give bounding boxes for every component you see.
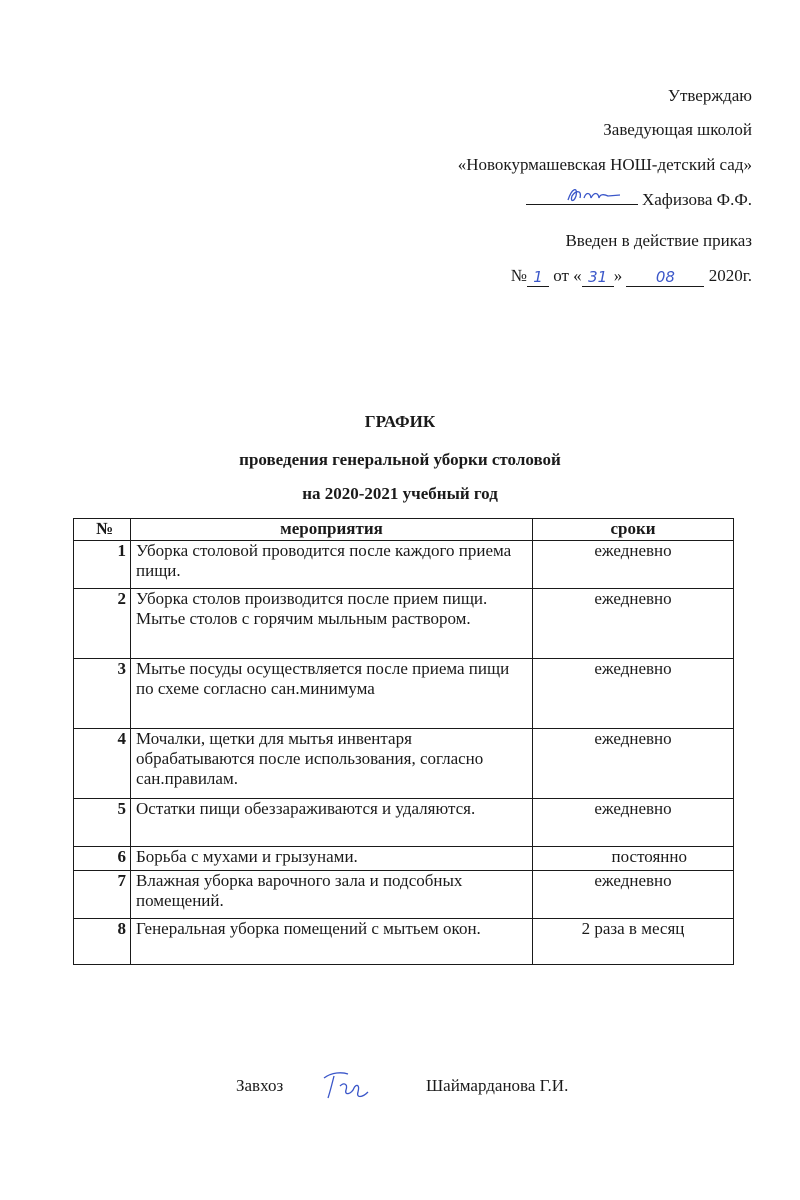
row-term: ежедневно <box>533 871 734 919</box>
order-year: 2020г. <box>708 266 752 285</box>
order-number-prefix: № <box>510 266 527 285</box>
row-event: Уборка столов производится после прием пищи. Мытье столов с горячим мыльным раствором. <box>131 589 533 659</box>
table-header-row <box>74 519 734 541</box>
approval-line-position: Заведующая школой <box>603 120 752 139</box>
row-term: ежедневно <box>533 799 734 847</box>
row-number: 8 <box>74 919 131 965</box>
row-term: ежедневно <box>533 589 734 659</box>
row-event: Мытье посуды осуществляется после приема пищи по схеме согласно сан.минимума <box>131 659 533 729</box>
row-number: 2 <box>74 589 131 659</box>
row-term: ежедневно <box>533 541 734 589</box>
document-subtitle: проведения генеральной уборки столовой <box>239 450 561 469</box>
head-signature-icon <box>564 184 624 206</box>
column-header-term: сроки <box>533 519 734 541</box>
cleaning-schedule-table <box>73 518 734 965</box>
table-row <box>74 919 734 965</box>
document-title: ГРАФИК <box>364 412 436 431</box>
table-row <box>74 541 734 589</box>
head-signature <box>526 204 638 205</box>
row-event: Уборка столовой проводится после каждого приема пищи. <box>131 541 533 589</box>
table-row <box>74 659 734 729</box>
table-row <box>74 847 734 871</box>
row-term: постоянно <box>533 847 734 871</box>
order-month-value: 08 <box>655 268 675 286</box>
table-row <box>74 799 734 847</box>
head-name: Хафизова Ф.Ф. <box>641 190 752 209</box>
order-day-field <box>582 266 614 287</box>
approval-line-organization: «Новокурмашевская НОШ-детский сад» <box>457 155 752 174</box>
manager-signature-icon <box>318 1066 374 1106</box>
order-quote-close: » <box>613 266 623 285</box>
row-event: Борьба с мухами и грызунами. <box>131 847 533 871</box>
row-event: Мочалки, щетки для мытья инвентаря обрабатываются после использования, согласно сан.правилам. <box>131 729 533 799</box>
column-header-event: мероприятия <box>131 519 533 541</box>
row-term: ежедневно <box>533 729 734 799</box>
row-event: Остатки пищи обеззараживаются и удаляются. <box>131 799 533 847</box>
order-month-field <box>626 266 704 287</box>
row-number: 5 <box>74 799 131 847</box>
row-event: Влажная уборка варочного зала и подсобных помещений. <box>131 871 533 919</box>
footer-role: Завхоз <box>236 1076 284 1095</box>
approval-line-approve: Утверждаю <box>667 86 752 105</box>
row-number: 6 <box>74 847 131 871</box>
table-row <box>74 729 734 799</box>
order-day-value: 31 <box>588 268 608 286</box>
approval-line-order: Введен в действие приказ <box>565 231 752 250</box>
table-row <box>74 871 734 919</box>
row-event: Генеральная уборка помещений с мытьем окон. <box>131 919 533 965</box>
column-header-number: № <box>74 519 131 541</box>
row-number: 3 <box>74 659 131 729</box>
table-row <box>74 589 734 659</box>
order-from-label: от « <box>553 266 582 285</box>
row-term: ежедневно <box>533 659 734 729</box>
approval-signature-line <box>526 190 752 210</box>
footer-name: Шаймарданова Г.И. <box>426 1076 569 1095</box>
approval-order-details <box>511 266 752 287</box>
row-number: 4 <box>74 729 131 799</box>
row-number: 1 <box>74 541 131 589</box>
order-number-field <box>527 266 549 287</box>
row-number: 7 <box>74 871 131 919</box>
order-number-value: 1 <box>533 268 543 286</box>
row-term: 2 раза в месяц <box>533 919 734 965</box>
document-period: на 2020-2021 учебный год <box>302 484 498 503</box>
